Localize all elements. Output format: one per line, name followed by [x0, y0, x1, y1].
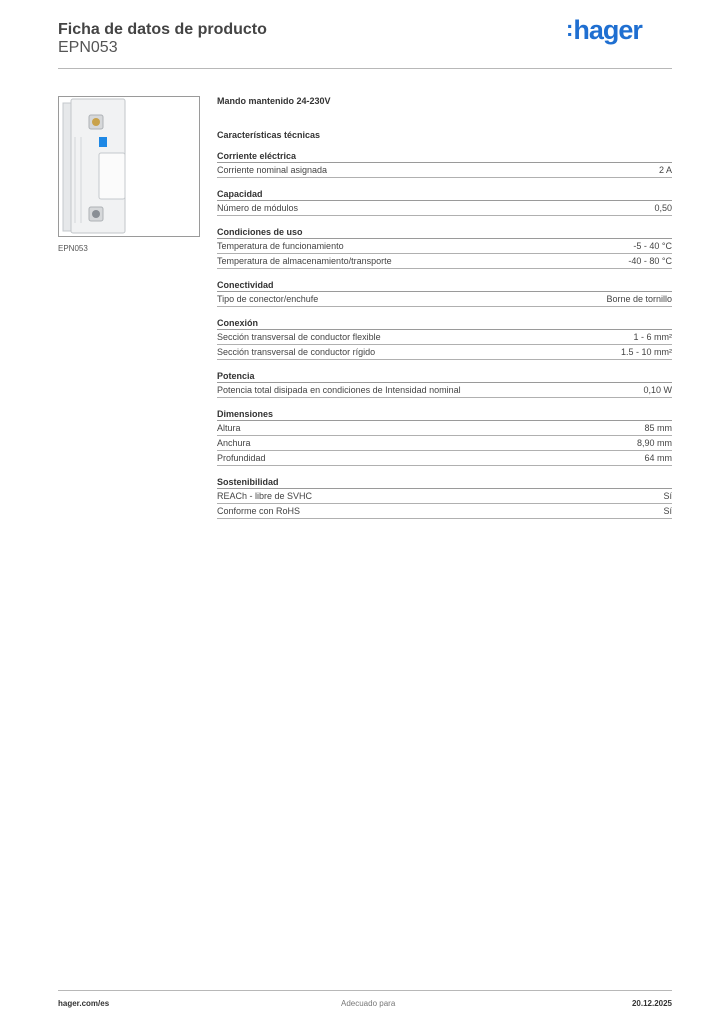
section-title: Sostenibilidad [217, 476, 672, 489]
spec-section [217, 476, 672, 519]
circuit-breaker-module-icon [59, 97, 199, 236]
product-image [58, 96, 200, 237]
spec-row [217, 254, 672, 269]
spec-section [217, 370, 672, 398]
spec-section [217, 279, 672, 307]
spec-row [217, 383, 672, 398]
spec-table [217, 94, 672, 519]
spec-label: Temperatura de almacenamiento/transporte [217, 256, 392, 266]
section-title: Conectividad [217, 279, 672, 292]
section-title: Dimensiones [217, 408, 672, 421]
page-title: Ficha de datos de producto [58, 21, 267, 38]
spec-row [217, 489, 672, 504]
spec-label: Tipo de conector/enchufe [217, 294, 319, 304]
logo-dots-icon: : [566, 16, 573, 41]
spec-row [217, 504, 672, 519]
spec-label: Potencia total disipada en condiciones de Intensidad nominal [217, 385, 461, 395]
brand-name: hager [573, 15, 642, 45]
image-caption: EPN053 [58, 244, 88, 253]
section-title: Corriente eléctrica [217, 150, 672, 163]
spec-label: REACh - libre de SVHC [217, 491, 313, 501]
section-title: Condiciones de uso [217, 226, 672, 239]
spec-label: Conforme con RoHS [217, 506, 301, 516]
spec-row [217, 436, 672, 451]
spec-value: 64 mm [644, 453, 672, 463]
spec-row [217, 239, 672, 254]
hager-logo [566, 15, 642, 46]
section-title: Conexión [217, 317, 672, 330]
footer-website: hager.com/es [58, 999, 110, 1008]
spec-label: Altura [217, 423, 241, 433]
spec-value: -5 - 40 °C [633, 241, 672, 251]
spec-row [217, 421, 672, 436]
spec-row [217, 163, 672, 178]
spec-value: 2 A [658, 165, 672, 175]
spec-row [217, 330, 672, 345]
section-title: Capacidad [217, 188, 672, 201]
spec-section [217, 188, 672, 216]
footer-suitable-for: Adecuado para [341, 999, 396, 1008]
spec-value: 0,50 [654, 203, 672, 213]
spec-value: -40 - 80 °C [628, 256, 672, 266]
footer-date: 20.12.2025 [631, 999, 672, 1008]
spec-value: Sí [663, 506, 672, 516]
spec-label: Sección transversal de conductor flexible [217, 332, 381, 342]
tech-characteristics-heading: Características técnicas [217, 130, 321, 140]
product-code: EPN053 [58, 39, 118, 56]
spec-label: Anchura [217, 438, 251, 448]
spec-label: Corriente nominal asignada [217, 165, 328, 175]
spec-row [217, 292, 672, 307]
spec-value: 8,90 mm [636, 438, 672, 448]
spec-section [217, 317, 672, 360]
spec-section [217, 408, 672, 466]
spec-label: Número de módulos [217, 203, 299, 213]
spec-value: 1.5 - 10 mm² [620, 347, 672, 357]
spec-row [217, 451, 672, 466]
product-name: Mando mantenido 24-230V [217, 96, 331, 106]
spec-label: Temperatura de funcionamiento [217, 241, 344, 251]
footer-divider [58, 990, 672, 991]
spec-value: 0,10 W [643, 385, 672, 395]
spec-label: Sección transversal de conductor rígido [217, 347, 376, 357]
spec-row [217, 201, 672, 216]
spec-label: Profundidad [217, 453, 266, 463]
spec-section [217, 150, 672, 178]
section-title: Potencia [217, 370, 672, 383]
spec-value: Sí [663, 491, 672, 501]
spec-value: 1 - 6 mm² [633, 332, 672, 342]
spec-row [217, 345, 672, 360]
spec-sections [217, 150, 672, 519]
header-divider [58, 68, 672, 69]
spec-value: Borne de tornillo [606, 294, 672, 304]
spec-section [217, 226, 672, 269]
spec-value: 85 mm [644, 423, 672, 433]
